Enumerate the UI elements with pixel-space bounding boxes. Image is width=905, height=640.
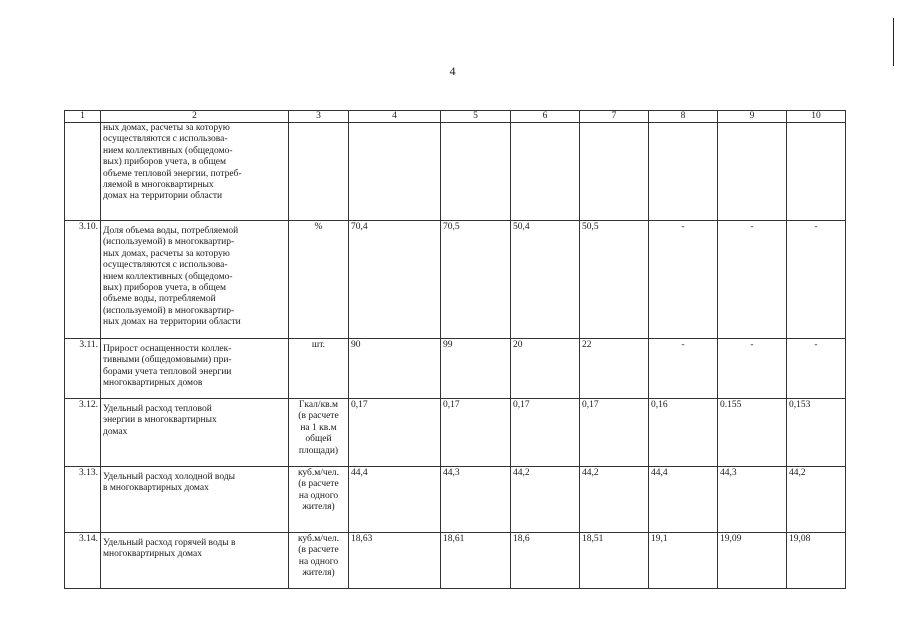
value-cell: 44,2 xyxy=(787,467,846,533)
value-cell: 18,61 xyxy=(441,533,511,589)
value-cell: 44,4 xyxy=(349,467,441,533)
table-row xyxy=(65,533,846,589)
row-unit: % xyxy=(289,221,349,339)
value-cell: 0,16 xyxy=(649,399,718,467)
row-name: Удельный расход горячей воды в многоквартирных домах xyxy=(101,533,289,589)
header-cell: 5 xyxy=(441,111,511,123)
margin-mark xyxy=(893,18,894,66)
header-cell: 4 xyxy=(349,111,441,123)
row-number: 3.10. xyxy=(65,221,101,339)
value-cell: 70,5 xyxy=(441,221,511,339)
value-cell xyxy=(441,123,511,221)
table-row xyxy=(65,339,846,399)
row-unit: шт. xyxy=(289,339,349,399)
value-cell: - xyxy=(718,221,787,339)
value-cell xyxy=(787,123,846,221)
value-cell: 44,3 xyxy=(441,467,511,533)
value-cell: 0,17 xyxy=(511,399,580,467)
value-cell: - xyxy=(787,221,846,339)
value-cell xyxy=(649,123,718,221)
table-row xyxy=(65,123,846,221)
row-unit xyxy=(289,123,349,221)
value-cell: 44,2 xyxy=(580,467,649,533)
row-name: Доля объема воды, потребляемой (используемой) в многоквартир- ных домах, расчеты за которую осуществляются с использова- нием коллективных (общедомо- вых) приборов учета, в общем объеме воды, потребляемой (используемой) в многоквартир- ных домах на территории области xyxy=(101,221,289,339)
header-cell: 7 xyxy=(580,111,649,123)
value-cell: 0,153 xyxy=(787,399,846,467)
value-cell xyxy=(349,123,441,221)
header-row xyxy=(65,111,846,123)
row-name: ных домах, расчеты за которую осуществляются с использова- нием коллективных (общедомо- вых) приборов учета, в общем объеме тепловой энергии, потреб- ляемой в многоквартирных домах на территории области xyxy=(101,123,289,221)
row-unit: куб.м/чел. (в расчете на одного жителя) xyxy=(289,467,349,533)
table-row xyxy=(65,467,846,533)
value-cell: 18,6 xyxy=(511,533,580,589)
value-cell: 44,2 xyxy=(511,467,580,533)
value-cell: 50,4 xyxy=(511,221,580,339)
value-cell: 44,3 xyxy=(718,467,787,533)
header-cell: 10 xyxy=(787,111,846,123)
row-unit: куб.м/чел. (в расчете на одного жителя) xyxy=(289,533,349,589)
row-name: Удельный расход тепловой энергии в многоквартирных домах xyxy=(101,399,289,467)
value-cell: 90 xyxy=(349,339,441,399)
row-number xyxy=(65,123,101,221)
value-cell: 18,63 xyxy=(349,533,441,589)
value-cell: 19,1 xyxy=(649,533,718,589)
header-cell: 8 xyxy=(649,111,718,123)
page-number: 4 xyxy=(449,64,456,78)
value-cell: 50,5 xyxy=(580,221,649,339)
row-number: 3.11. xyxy=(65,339,101,399)
header-cell: 3 xyxy=(289,111,349,123)
value-cell: - xyxy=(649,339,718,399)
value-cell xyxy=(511,123,580,221)
value-cell: 0,17 xyxy=(349,399,441,467)
header-cell: 2 xyxy=(101,111,289,123)
value-cell: 0.155 xyxy=(718,399,787,467)
row-number: 3.13. xyxy=(65,467,101,533)
value-cell: 22 xyxy=(580,339,649,399)
value-cell: 99 xyxy=(441,339,511,399)
header-cell: 1 xyxy=(65,111,101,123)
value-cell: 0,17 xyxy=(441,399,511,467)
header-cell: 9 xyxy=(718,111,787,123)
table-row xyxy=(65,399,846,467)
value-cell: - xyxy=(787,339,846,399)
value-cell xyxy=(718,123,787,221)
row-name: Удельный расход холодной воды в многоквартирных домах xyxy=(101,467,289,533)
value-cell: 19,08 xyxy=(787,533,846,589)
value-cell: 20 xyxy=(511,339,580,399)
value-cell: 70,4 xyxy=(349,221,441,339)
value-cell: - xyxy=(649,221,718,339)
value-cell: 18,51 xyxy=(580,533,649,589)
table-row xyxy=(65,221,846,339)
indicators-table xyxy=(64,110,846,589)
value-cell: 19,09 xyxy=(718,533,787,589)
row-number: 3.12. xyxy=(65,399,101,467)
value-cell: - xyxy=(718,339,787,399)
header-cell: 6 xyxy=(511,111,580,123)
value-cell: 0,17 xyxy=(580,399,649,467)
value-cell: 44,4 xyxy=(649,467,718,533)
row-unit: Гкал/кв.м (в расчете на 1 кв.м общей площади) xyxy=(289,399,349,467)
row-name: Прирост оснащенности коллек- тивными (общедомовыми) при- борами учета тепловой энергии многоквартирных домов xyxy=(101,339,289,399)
row-number: 3.14. xyxy=(65,533,101,589)
value-cell xyxy=(580,123,649,221)
